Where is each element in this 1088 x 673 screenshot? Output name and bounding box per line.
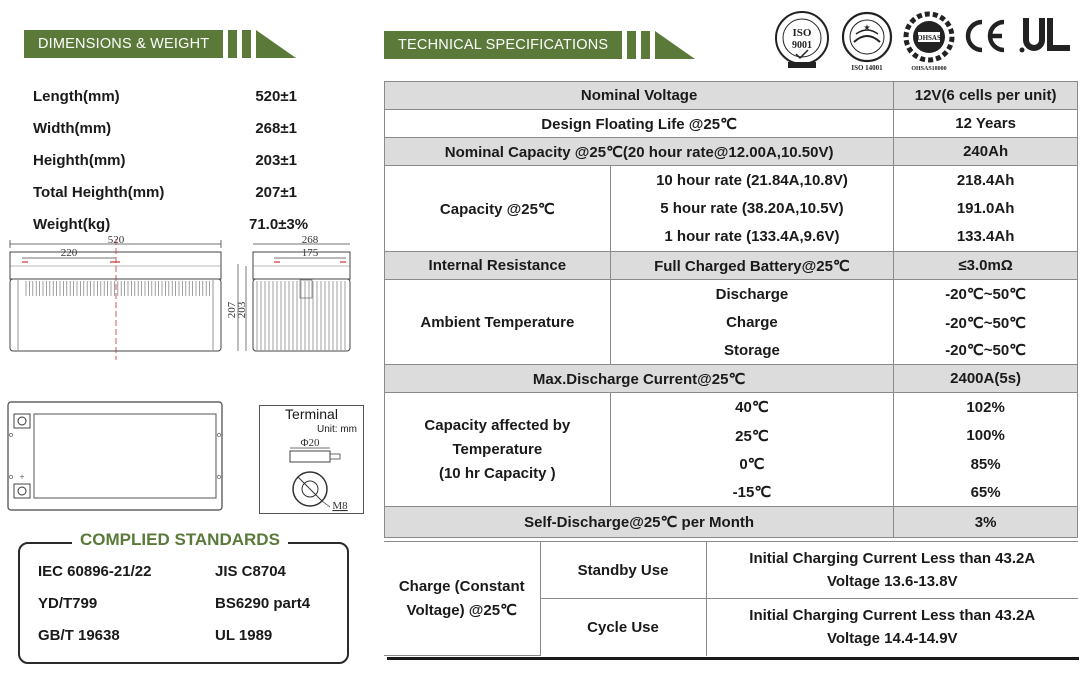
top-view-drawing [6, 400, 226, 514]
terminal-diameter-label: Φ20 [300, 437, 320, 449]
dimensions-header-label: DIMENSIONS & WEIGHT [24, 30, 223, 58]
table-row: 1 hour rate (133.4A,9.6V) 133.4Ah [385, 223, 1078, 252]
ul-mark-icon [1016, 14, 1076, 58]
table-row: 5 hour rate (38.20A,10.5V) 191.0Ah [385, 195, 1078, 223]
standard-item: GB/T 19638 [38, 627, 120, 644]
standard-item: JIS C8704 [215, 563, 286, 580]
dimension-row: Length(mm) 520±1 [33, 87, 297, 105]
svg-text:ISO 14001: ISO 14001 [851, 64, 883, 70]
table-bottom-rule [387, 657, 1079, 660]
standard-item: YD/T799 [38, 595, 98, 612]
dimension-row: Total Heighth(mm) 207±1 [33, 183, 297, 201]
table-row: Capacity affected by Temperature (10 hr Capacity ) 40℃ 102% [385, 393, 1078, 422]
tech-spec-table [384, 81, 1078, 538]
side-case-height-label: 203 [236, 301, 248, 319]
front-view-drawing [6, 234, 226, 362]
table-row: Capacity @25℃ 10 hour rate (21.84A,10.8V) 218.4Ah [385, 166, 1078, 195]
table-row: 0℃ 85% [385, 450, 1078, 479]
table-row: Nominal Capacity @25℃(20 hour rate@12.00A,10.50V) 240Ah [385, 138, 1078, 166]
svg-text:+: + [19, 472, 25, 482]
dimensions-list [33, 80, 323, 240]
table-row: Internal Resistance Full Charged Battery@25℃ ≤3.0mΩ [385, 252, 1078, 280]
dimensions-header [24, 30, 296, 58]
table-row: Storage -20℃~50℃ [385, 337, 1078, 365]
standard-item: UL 1989 [215, 627, 273, 644]
ohsas-seal-icon [899, 10, 959, 70]
table-row: Ambient Temperature Discharge -20℃~50℃ [385, 280, 1078, 309]
side-terminal-spacing-label: 175 [301, 247, 319, 259]
table-row: 25℃ 100% [385, 422, 1078, 450]
standard-item: BS6290 part4 [215, 595, 311, 612]
table-row: Charge -20℃~50℃ [385, 309, 1078, 337]
terminal-title: Terminal [285, 406, 338, 422]
front-length-label: 520 [107, 234, 125, 246]
table-row: Nominal Voltage 12V(6 cells per unit) [385, 82, 1078, 110]
front-terminal-spacing-label: 220 [60, 247, 78, 259]
iso14001-seal-icon [838, 10, 896, 70]
table-row: Charge (Constant Voltage) @25℃ Standby Use Initial Charging Current Less than 43.2A Voltage 13.6-13.8V [384, 542, 1078, 599]
dimension-row: Heighth(mm) 203±1 [33, 151, 297, 169]
side-view-drawing [226, 234, 356, 362]
svg-text:OHSAS: OHSAS [917, 34, 941, 42]
ce-mark-icon [962, 16, 1010, 56]
svg-text:★: ★ [863, 23, 871, 32]
table-row: Self-Discharge@25℃ per Month 3% [385, 507, 1078, 538]
side-width-label: 268 [301, 234, 319, 246]
dimension-row: Weight(kg) 71.0±3% [33, 215, 309, 233]
svg-text:ISO: ISO [792, 27, 812, 39]
svg-text:OHSAS18000: OHSAS18000 [911, 66, 947, 70]
table-row: Design Floating Life @25℃ 12 Years [385, 110, 1078, 138]
side-total-height-label: 207 [226, 301, 238, 319]
tech-spec-header [384, 31, 695, 59]
standards-title: COMPLIED STANDARDS [72, 530, 288, 550]
table-row: Cycle Use Initial Charging Current Less than 43.2A Voltage 14.4-14.9V [384, 599, 1078, 656]
terminal-detail [259, 405, 364, 514]
charge-table [384, 541, 1078, 656]
complied-standards-box [18, 530, 349, 664]
table-row: Max.Discharge Current@25℃ 2400A(5s) [385, 365, 1078, 393]
tech-spec-header-label: TECHNICAL SPECIFICATIONS [384, 31, 622, 59]
terminal-unit: Unit: mm [317, 424, 357, 435]
table-row: -15℃ 65% [385, 479, 1078, 507]
iso9001-seal-icon [774, 10, 830, 70]
standard-item: IEC 60896-21/22 [38, 563, 152, 580]
svg-text:9001: 9001 [792, 40, 812, 51]
dimension-row: Width(mm) 268±1 [33, 119, 297, 137]
terminal-bolt-label: M8 [332, 500, 348, 512]
